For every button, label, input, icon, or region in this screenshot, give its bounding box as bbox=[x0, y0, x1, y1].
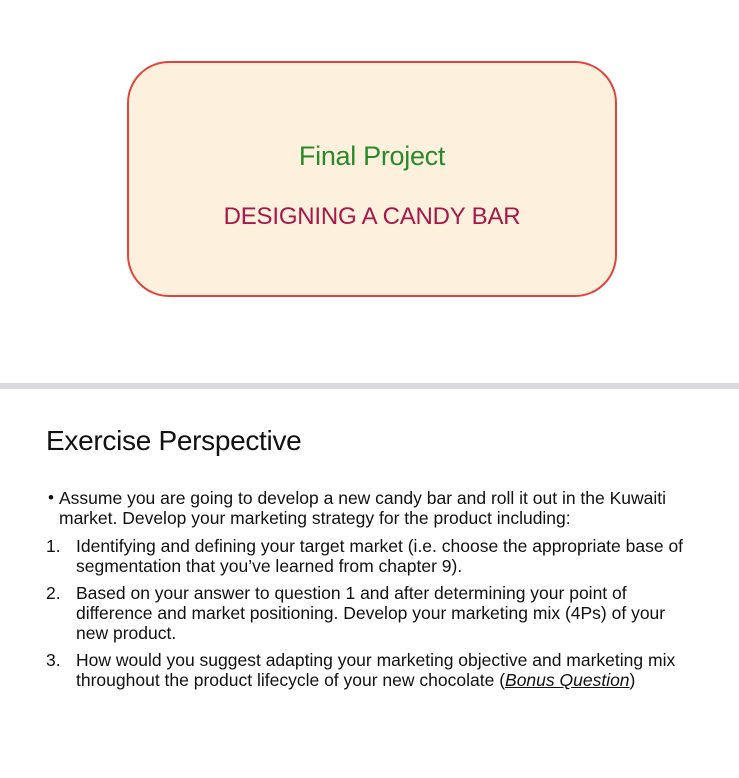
list-item-3 bbox=[46, 650, 696, 690]
slide-title: Final Project bbox=[298, 141, 446, 171]
list-number: 1. bbox=[46, 536, 61, 556]
list-item-text: Based on your answer to question 1 and after determining your point of difference and market positioning. Develop your marketing mix (4Ps) of your new product. bbox=[76, 583, 666, 643]
bonus-open-paren: ( bbox=[499, 670, 506, 690]
bonus-close-paren: ) bbox=[629, 670, 636, 690]
list-item-2 bbox=[46, 583, 696, 643]
list-item-text: Identifying and defining your target market (i.e. choose the appropriate base of segmentation that you’ve learned from chapter 9). bbox=[76, 536, 684, 576]
list-item-text: How would you suggest adapting your marketing objective and marketing mix throughout the product lifecycle of your new chocolate bbox=[76, 650, 676, 690]
list-number: 3. bbox=[46, 650, 61, 670]
list-number: 2. bbox=[46, 583, 61, 603]
bullet-marker: • bbox=[48, 488, 54, 507]
title-box bbox=[127, 61, 617, 297]
bonus-question-label: Bonus Question bbox=[505, 670, 630, 690]
intro-bullet-text: Assume you are going to develop a new candy bar and roll it out in the Kuwaiti market. Develop your marketing strategy for the product including: bbox=[59, 488, 667, 528]
list-item-1 bbox=[46, 536, 696, 576]
intro-bullet bbox=[46, 488, 696, 528]
slide-subtitle: DESIGNING A CANDY BAR bbox=[223, 203, 521, 230]
title-slide bbox=[0, 0, 739, 383]
exercise-content bbox=[46, 488, 696, 697]
section-heading: Exercise Perspective bbox=[46, 425, 302, 456]
exercise-slide bbox=[0, 389, 739, 778]
